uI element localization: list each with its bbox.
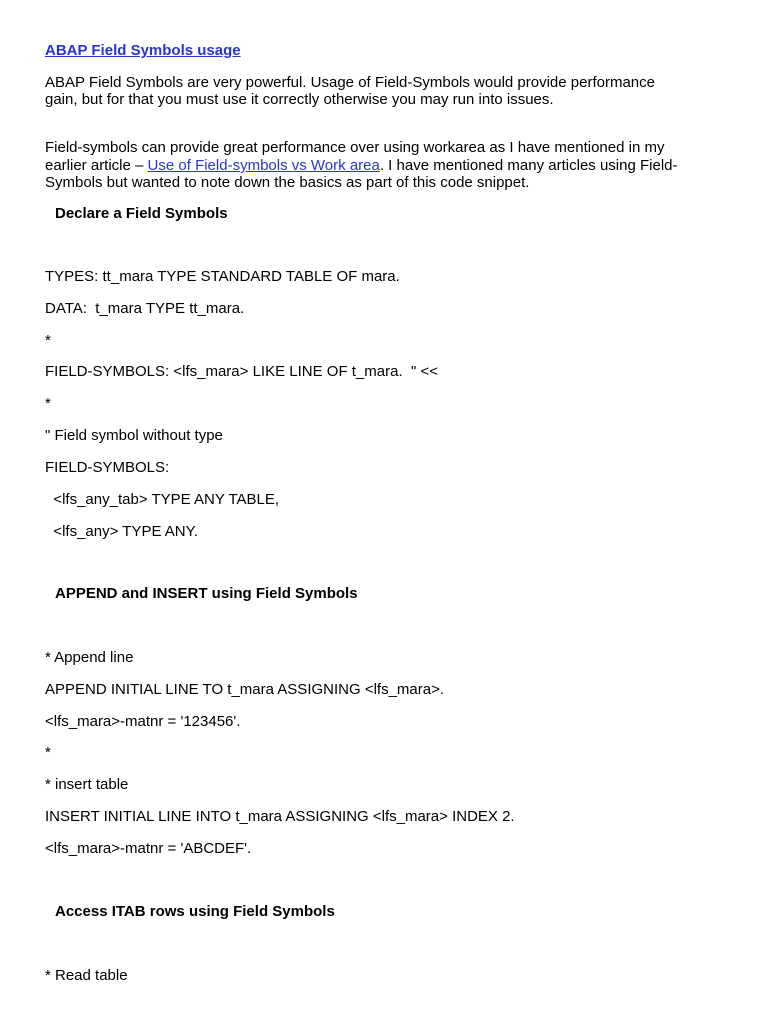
code-line: * — [45, 744, 51, 761]
code-line: APPEND INITIAL LINE TO t_mara ASSIGNING <lfs_mara>. — [45, 681, 445, 698]
code-line: TYPES: tt_mara TYPE STANDARD TABLE OF mara. — [45, 268, 400, 285]
code-line: * — [45, 332, 51, 349]
para2-line-2-pre: earlier article – — [45, 157, 148, 174]
intro-line-1: ABAP Field Symbols are very powerful. Usage of Field-Symbols would provide performance — [45, 74, 655, 91]
article-title[interactable]: ABAP Field Symbols usage — [45, 42, 241, 59]
code-line: DATA: t_mara TYPE tt_mara. — [45, 300, 245, 317]
section-heading-append: APPEND and INSERT using Field Symbols — [55, 585, 358, 602]
code-line: <lfs_mara>-matnr = 'ABCDEF'. — [45, 840, 252, 857]
section-heading-access: Access ITAB rows using Field Symbols — [55, 903, 335, 920]
code-line: FIELD-SYMBOLS: <lfs_mara> LIKE LINE OF t_mara. " << — [45, 363, 438, 380]
code-line: <lfs_any> TYPE ANY. — [45, 523, 198, 540]
intro-line-2: gain, but for that you must use it correctly otherwise you may run into issues. — [45, 91, 554, 108]
code-line: * — [45, 395, 51, 412]
code-line: " Field symbol without type — [45, 427, 223, 444]
code-line: * Append line — [45, 649, 134, 666]
code-line: FIELD-SYMBOLS: — [45, 459, 170, 476]
code-line: * insert table — [45, 776, 129, 793]
code-line: * Read table — [45, 967, 128, 984]
code-line: <lfs_mara>-matnr = '123456'. — [45, 713, 241, 730]
code-line: INSERT INITIAL LINE INTO t_mara ASSIGNING <lfs_mara> INDEX 2. — [45, 808, 515, 825]
para2-line-2-post: . I have mentioned many articles using Field- — [379, 157, 678, 174]
para2-line-2 — [45, 157, 678, 174]
field-symbols-vs-workarea-link[interactable]: Use of Field-symbols vs Work area — [147, 157, 380, 174]
section-heading-declare: Declare a Field Symbols — [55, 205, 228, 222]
code-line: <lfs_any_tab> TYPE ANY TABLE, — [45, 491, 280, 508]
para2-line-1: Field-symbols can provide great performance over using workarea as I have mentioned in my — [45, 139, 665, 156]
para2-line-3: Symbols but wanted to note down the basics as part of this code snippet. — [45, 174, 530, 191]
